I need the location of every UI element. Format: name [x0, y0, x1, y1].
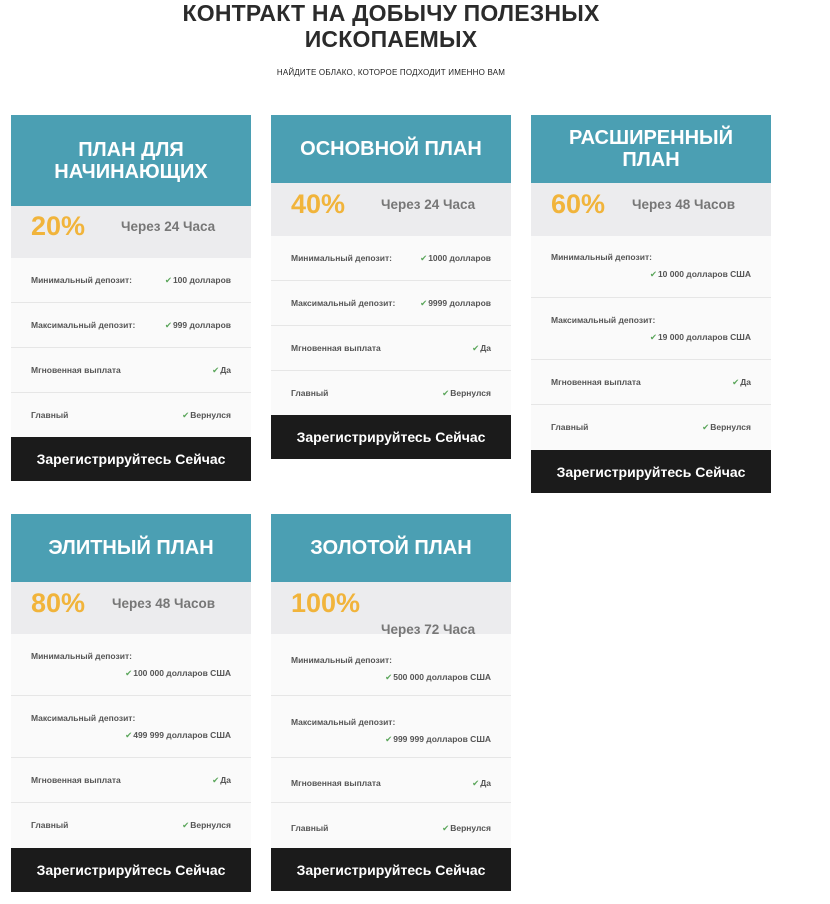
plan-price: [271, 582, 511, 637]
principal-value: ✔Вернулся: [442, 823, 491, 833]
check-icon: ✔: [649, 332, 657, 342]
row-max-deposit: [271, 696, 511, 758]
max-deposit-value: ✔999 долларов: [164, 320, 231, 330]
plan-card-advanced: [531, 115, 771, 493]
row-instant-payout: [531, 360, 771, 405]
max-deposit-label: Максимальный депозит:: [31, 713, 136, 723]
row-instant-payout: [11, 348, 251, 393]
row-min-deposit: [11, 634, 251, 696]
min-deposit-label: Минимальный депозит:: [551, 252, 652, 262]
check-icon: ✔: [420, 298, 428, 308]
register-button[interactable]: Зарегистрируйтесь Сейчас: [271, 848, 511, 891]
principal-label: Главный: [31, 410, 69, 420]
plan-title: ЭЛИТНЫЙ ПЛАН: [11, 514, 251, 582]
row-principal: [271, 371, 511, 415]
instant-payout-label: Мгновенная выплата: [291, 778, 381, 788]
plan-percent: 40%: [291, 189, 346, 219]
row-max-deposit: [11, 696, 251, 758]
check-icon: ✔: [125, 668, 133, 678]
principal-label: Главный: [291, 823, 329, 833]
max-deposit-value: ✔9999 долларов: [420, 298, 491, 308]
row-min-deposit: [271, 634, 511, 696]
page-title: [0, 0, 782, 52]
instant-payout-value: ✔Да: [472, 343, 491, 353]
check-icon: ✔: [472, 778, 480, 788]
register-button[interactable]: Зарегистрируйтесь Сейчас: [11, 848, 251, 892]
min-deposit-label: Минимальный депозит:: [31, 651, 132, 661]
check-icon: ✔: [385, 734, 393, 744]
row-min-deposit: [531, 236, 771, 298]
check-icon: ✔: [420, 253, 428, 263]
max-deposit-label: Максимальный депозит:: [551, 315, 656, 325]
plan-term: Через 48 Часов: [632, 197, 736, 212]
check-icon: ✔: [442, 823, 450, 833]
plan-percent: 60%: [551, 189, 606, 219]
instant-payout-value: ✔Да: [732, 377, 751, 387]
instant-payout-label: Мгновенная выплата: [551, 377, 641, 387]
plan-title: РАСШИРЕННЫЙ ПЛАН: [531, 115, 771, 183]
instant-payout-value: ✔Да: [212, 775, 231, 785]
instant-payout-label: Мгновенная выплата: [31, 365, 121, 375]
plan-term: Через 24 Часа: [381, 197, 476, 212]
row-min-deposit: [11, 258, 251, 303]
check-icon: ✔: [649, 269, 657, 279]
plan-price: [11, 206, 251, 258]
plan-price: [271, 183, 511, 236]
principal-label: Главный: [31, 820, 69, 830]
page-title-line1: КОНТРАКТ НА ДОБЫЧУ ПОЛЕЗНЫХ: [182, 0, 600, 26]
min-deposit-value: ✔10 000 долларов США: [649, 269, 751, 279]
check-icon: ✔: [125, 730, 133, 740]
instant-payout-label: Мгновенная выплата: [31, 775, 121, 785]
instant-payout-value: ✔Да: [472, 778, 491, 788]
plan-title: ПЛАН ДЛЯ НАЧИНАЮЩИХ: [11, 115, 251, 206]
page-title-line2: ИСКОПАЕМЫХ: [304, 26, 478, 52]
register-button[interactable]: Зарегистрируйтесь Сейчас: [271, 415, 511, 459]
max-deposit-label: Максимальный депозит:: [291, 298, 396, 308]
plan-title: ЗОЛОТОЙ ПЛАН: [271, 514, 511, 582]
check-icon: ✔: [212, 365, 220, 375]
min-deposit-label: Минимальный депозит:: [291, 655, 392, 665]
instant-payout-value: ✔Да: [212, 365, 231, 375]
max-deposit-value: ✔999 999 долларов США: [385, 734, 491, 744]
max-deposit-value: ✔499 999 долларов США: [125, 730, 231, 740]
check-icon: ✔: [164, 320, 172, 330]
principal-value: ✔Вернулся: [182, 410, 231, 420]
plan-price: [11, 582, 251, 634]
plan-card-basic: [271, 115, 511, 459]
plan-title: ОСНОВНОЙ ПЛАН: [271, 115, 511, 183]
plan-percent: 100%: [291, 588, 361, 618]
row-instant-payout: [11, 758, 251, 803]
check-icon: ✔: [732, 377, 740, 387]
min-deposit-label: Минимальный депозит:: [291, 253, 392, 263]
check-icon: ✔: [385, 672, 393, 682]
principal-label: Главный: [291, 388, 329, 398]
row-max-deposit: [531, 298, 771, 360]
plan-term: Через 24 Часа: [121, 219, 216, 234]
register-button[interactable]: Зарегистрируйтесь Сейчас: [531, 450, 771, 493]
min-deposit-value: ✔500 000 долларов США: [385, 672, 491, 682]
min-deposit-value: ✔100 долларов: [164, 275, 231, 285]
max-deposit-label: Максимальный депозит:: [31, 320, 136, 330]
register-button[interactable]: Зарегистрируйтесь Сейчас: [11, 437, 251, 481]
principal-value: ✔Вернулся: [702, 422, 751, 432]
check-icon: ✔: [442, 388, 450, 398]
principal-value: ✔Вернулся: [182, 820, 231, 830]
check-icon: ✔: [472, 343, 480, 353]
min-deposit-value: ✔100 000 долларов США: [125, 668, 231, 678]
page-subtitle: НАЙДИТЕ ОБЛАКО, КОТОРОЕ ПОДХОДИТ ИМЕННО ВАМ: [276, 68, 506, 77]
min-deposit-value: ✔1000 долларов: [420, 253, 491, 263]
row-principal: [11, 393, 251, 437]
row-principal: [531, 405, 771, 450]
min-deposit-label: Минимальный депозит:: [31, 275, 132, 285]
check-icon: ✔: [212, 775, 220, 785]
row-max-deposit: [271, 281, 511, 326]
row-instant-payout: [271, 758, 511, 803]
plan-percent: 20%: [31, 211, 86, 241]
plan-card-elite: [11, 514, 251, 892]
check-icon: ✔: [164, 275, 172, 285]
plan-card-beginner: [11, 115, 251, 481]
check-icon: ✔: [182, 820, 190, 830]
plan-card-gold: [271, 514, 511, 891]
plan-term: Через 72 Часа: [381, 622, 476, 637]
principal-value: ✔Вернулся: [442, 388, 491, 398]
row-principal: [271, 803, 511, 848]
plan-term: Через 48 Часов: [112, 596, 216, 611]
row-max-deposit: [11, 303, 251, 348]
principal-label: Главный: [551, 422, 589, 432]
instant-payout-label: Мгновенная выплата: [291, 343, 381, 353]
max-deposit-value: ✔19 000 долларов США: [649, 332, 751, 342]
max-deposit-label: Максимальный депозит:: [291, 717, 396, 727]
row-instant-payout: [271, 326, 511, 371]
plan-price: [531, 183, 771, 236]
row-min-deposit: [271, 236, 511, 281]
check-icon: ✔: [182, 410, 190, 420]
plan-percent: 80%: [31, 588, 86, 618]
check-icon: ✔: [702, 422, 710, 432]
row-principal: [11, 803, 251, 848]
